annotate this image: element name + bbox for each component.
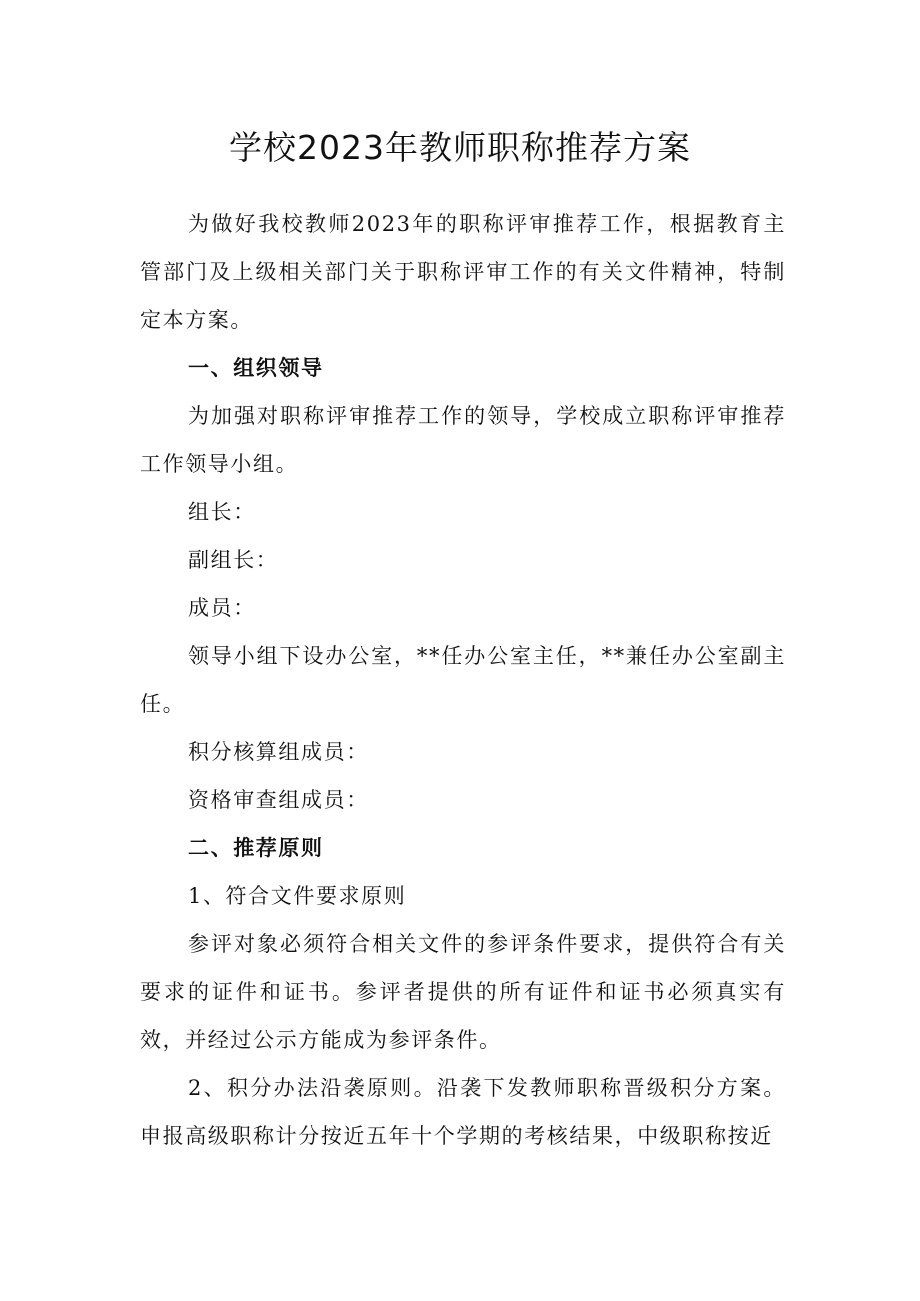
paragraph-members: 成员： bbox=[188, 596, 256, 620]
paragraph-principle-2: 2、积分办法沿袭原则。沿袭下发教师职称晋级积分方案。申报高级职称计分按近五年十个学期的考核结果，中级职称按近 bbox=[140, 1076, 786, 1148]
paragraph-office: 领导小组下设办公室，**任办公室主任，**兼任办公室副主任。 bbox=[140, 644, 786, 716]
section-heading-principles: 二、推荐原则 bbox=[188, 836, 324, 860]
paragraph-leadership-group: 为加强对职称评审推荐工作的领导，学校成立职称评审推荐工作领导小组。 bbox=[140, 404, 786, 476]
paragraph-deputy-leader: 副组长： bbox=[188, 548, 279, 572]
document-title: 学校2023年教师职称推荐方案 bbox=[229, 128, 691, 167]
paragraph-principle-1-title: 1、符合文件要求原则 bbox=[188, 884, 407, 908]
document-body bbox=[140, 200, 786, 1160]
paragraph-group-leader: 组长： bbox=[188, 500, 256, 524]
paragraph-review-group: 资格审查组成员： bbox=[188, 788, 369, 812]
section-heading-organization: 一、组织领导 bbox=[188, 356, 324, 380]
paragraph-scoring-group: 积分核算组成员： bbox=[188, 740, 369, 764]
paragraph-principle-1-body: 参评对象必须符合相关文件的参评条件要求，提供符合有关要求的证件和证书。参评者提供的所有证件和证书必须真实有效，并经过公示方能成为参评条件。 bbox=[140, 932, 786, 1052]
intro-paragraph: 为做好我校教师2023年的职称评审推荐工作，根据教育主管部门及上级相关部门关于职称评审工作的有关文件精神，特制定本方案。 bbox=[140, 212, 786, 332]
